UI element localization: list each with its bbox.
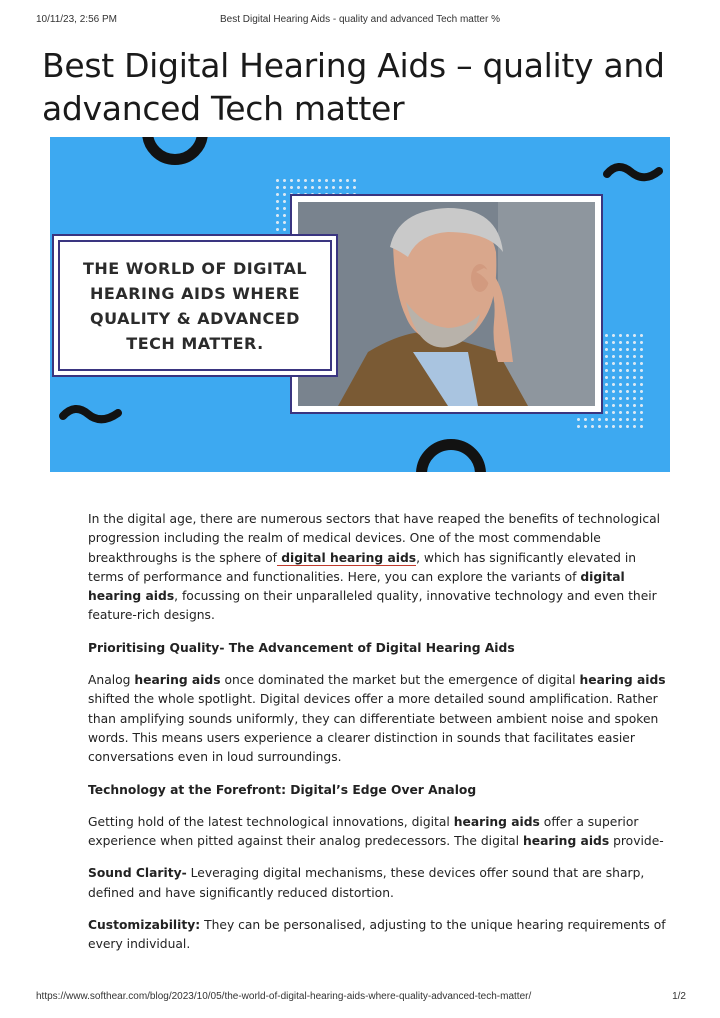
intro-paragraph [88,510,673,626]
text-run: once dominated the market but the emergence of digital [220,673,580,688]
section-heading-technology: Technology at the Forefront: Digital’s Edge Over Analog [88,782,477,797]
text-run: offer a superior experience when pitted against their analog predecessors. The digital [88,814,639,849]
text-run: provide- [609,834,664,849]
bold-run: Customizability: [88,918,201,933]
ring-decoration [142,137,208,165]
analog-paragraph [88,671,673,767]
page-url: https://www.softhear.com/blog/2023/10/05/the-world-of-digital-hearing-aids-where-quality-advanced-tech-matter/ [36,991,532,1002]
technology-paragraph [88,813,673,852]
print-datetime: 10/11/23, 2:56 PM [36,14,117,25]
bold-run: hearing aids [134,673,221,688]
hero-image [50,137,670,472]
article-body [88,510,673,968]
ring-decoration [416,439,486,472]
bold-run: hearing aids [453,814,540,829]
squiggle-decoration [58,401,124,427]
bold-run: digital hearing aids [88,569,625,604]
text-run: Getting hold of the latest technological innovations, digital [88,814,454,829]
digital-hearing-aids-link[interactable]: digital hearing aids [276,550,417,565]
text-run: Leveraging digital mechanisms, these devices offer sound that are sharp, defined and have significantly reduced distortion. [88,866,645,900]
page-number: 1/2 [672,991,686,1002]
squiggle-decoration [602,159,664,185]
text-run: They can be personalised, adjusting to the unique hearing requirements of every individual. [88,918,666,952]
print-header [0,14,720,30]
section-heading-quality: Prioritising Quality- The Advancement of Digital Hearing Aids [88,640,515,655]
customizability-paragraph [88,916,673,955]
text-run: shifted the whole spotlight. Digital devices offer a more detailed sound amplification. Rather than amplifying sounds uniformly, they can differentiate between ambient noise and spoken words. This means users experience a clearer distinction in sounds that facilitates easier conversations even in loud surroundings. [88,692,659,765]
bold-run: hearing aids [523,834,610,849]
bold-run: Sound Clarity- [88,866,187,881]
text-run: Analog [88,673,135,688]
banner-text: THE WORLD OF DIGITAL HEARING AIDS WHERE QUALITY & ADVANCED TECH MATTER. [82,258,308,353]
man-touching-ear-photo [298,202,595,406]
text-run: , which has significantly elevated in terms of performance and functionalities. Here, you can explore the variants of [88,550,637,584]
photo-frame [290,194,603,414]
article-title: Best Digital Hearing Aids – quality and advanced Tech matter [42,46,665,128]
text-run: In the digital age, there are numerous sectors that have reaped the benefits of technological progression including the realm of medical devices. One of the most commendable breakthroughs is the sphere of [88,512,661,565]
sound-clarity-paragraph [88,864,673,903]
portrait-illustration [298,202,595,406]
text-run: , focussing on their unparalleled quality, innovative technology and even their feature-rich designs. [88,589,657,623]
print-page-title: Best Digital Hearing Aids - quality and advanced Tech matter % [220,14,500,25]
bold-run: hearing aids [579,673,666,688]
banner-textbox [58,240,332,371]
